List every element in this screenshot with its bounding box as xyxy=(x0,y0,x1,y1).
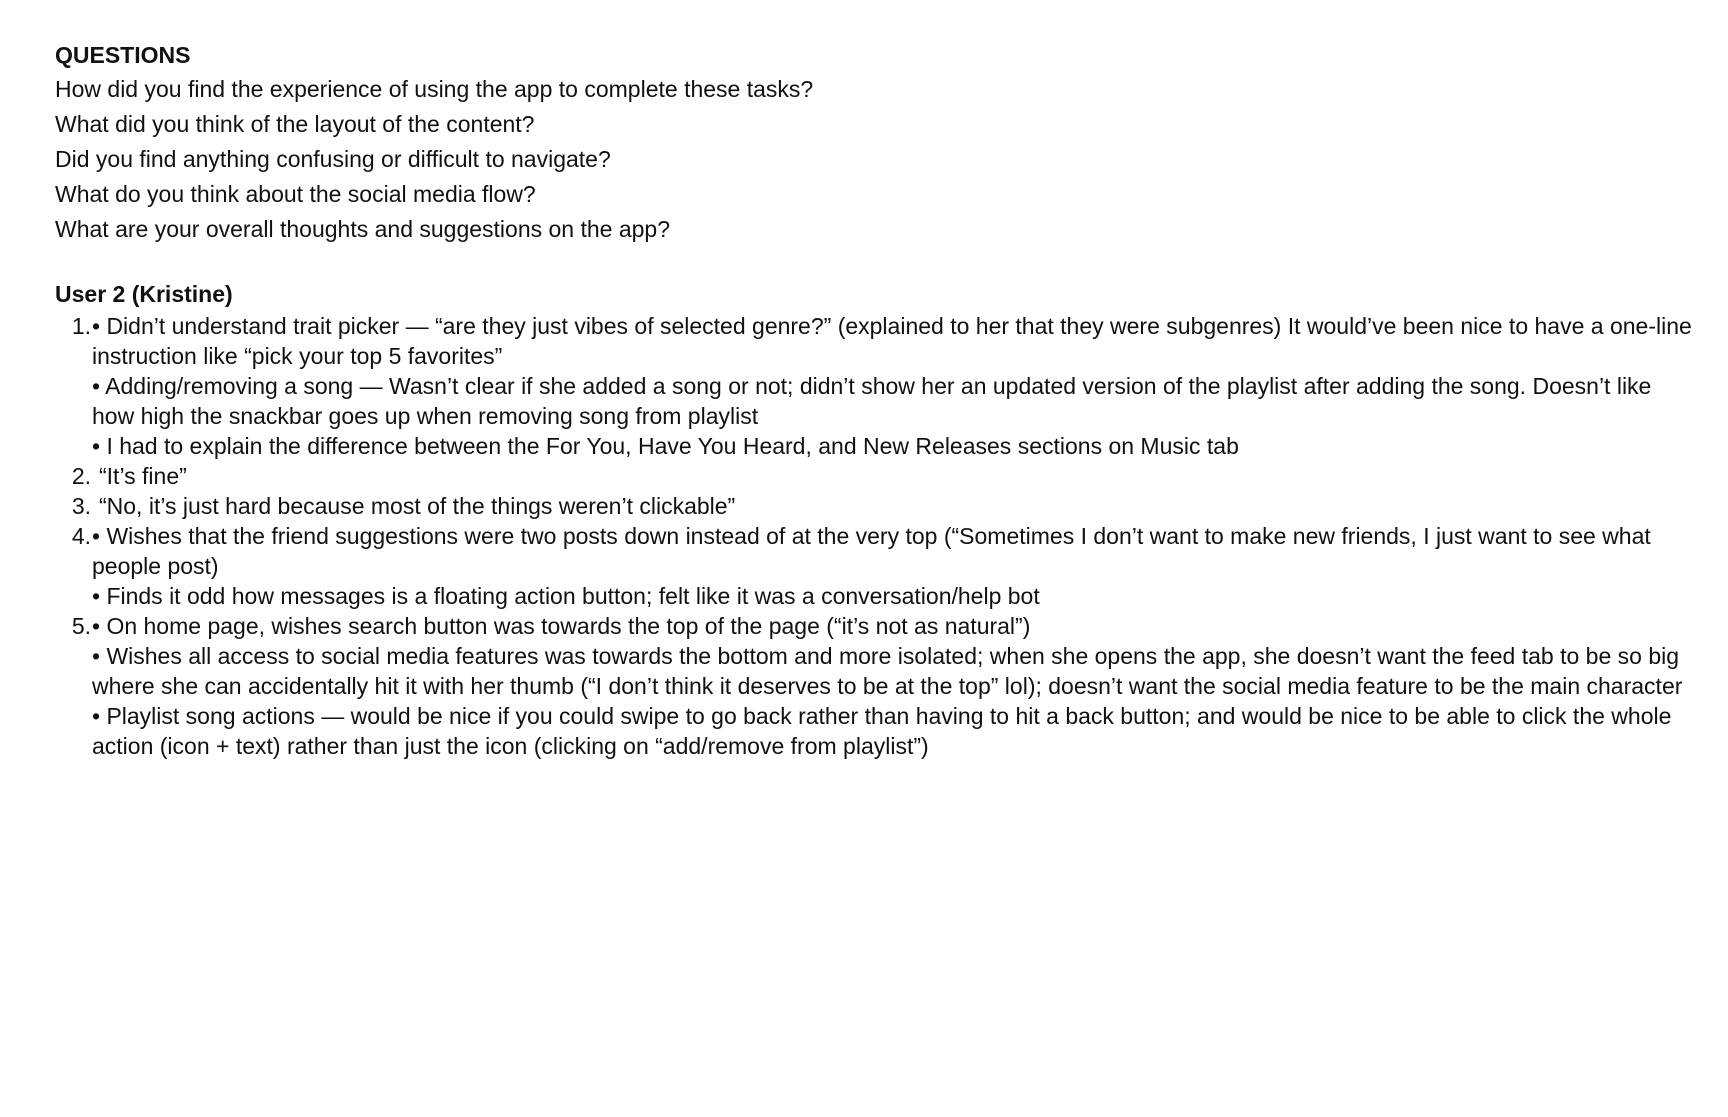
answer-1 xyxy=(55,311,1695,461)
answers-list xyxy=(55,311,1695,761)
question-3: Did you find anything confusing or difficult to navigate? xyxy=(55,146,611,172)
question-1: How did you find the experience of using the app to complete these tasks? xyxy=(55,76,814,102)
answer-point: • Adding/removing a song — Wasn’t clear if she added a song or not; didn’t show her an updated version of the playlist after adding the song. Doesn’t like how high the snackbar goes up when removing song from playlist xyxy=(92,373,1652,429)
questions-heading: QUESTIONS xyxy=(55,42,191,68)
answer-5 xyxy=(55,611,1695,761)
answer-3 xyxy=(55,491,1695,521)
answer-point: • Wishes all access to social media features was towards the bottom and more isolated; when she opens the app, she doesn’t want the feed tab to be so big where she can accidentally hit it with her thumb (“I don’t think it deserves to be at the top” lol); doesn’t want the social media feature to be the main character xyxy=(92,643,1683,699)
answer-point: • I had to explain the difference between the For You, Have You Heard, and New Releases sections on Music tab xyxy=(92,433,1239,459)
section-spacer xyxy=(55,247,1695,277)
answer-quote: “No, it’s just hard because most of the things weren’t clickable” xyxy=(99,493,736,519)
question-5: What are your overall thoughts and suggestions on the app? xyxy=(55,216,671,242)
question-2: What did you think of the layout of the content? xyxy=(55,111,535,137)
answer-number: 1. xyxy=(71,313,91,339)
user-heading: User 2 (Kristine) xyxy=(55,281,233,307)
question-4: What do you think about the social media flow? xyxy=(55,181,536,207)
answer-number: 4. xyxy=(71,523,91,549)
answer-number: 5. xyxy=(71,613,91,639)
answer-point: • On home page, wishes search button was towards the top of the page (“it’s not as natural”) xyxy=(92,613,1031,639)
answer-2 xyxy=(55,461,1695,491)
answer-point: • Playlist song actions — would be nice if you could swipe to go back rather than having to hit a back button; and would be nice to be able to click the whole action (icon + text) rather than just the icon (clicking on “add/remove from playlist”) xyxy=(92,703,1672,759)
answer-point: • Finds it odd how messages is a floating action button; felt like it was a conversation/help bot xyxy=(92,583,1040,609)
questions-list xyxy=(55,72,1695,247)
document xyxy=(55,38,1695,761)
answer-quote: “It’s fine” xyxy=(99,463,187,489)
answer-point: • Didn’t understand trait picker — “are they just vibes of selected genre?” (explained to her that they were subgenres) It would’ve been nice to have a one-line instruction like “pick your top 5 favorites” xyxy=(92,313,1692,369)
answer-number: 2. xyxy=(71,463,91,489)
answer-4 xyxy=(55,521,1695,611)
answer-point: • Wishes that the friend suggestions were two posts down instead of at the very top (“Sometimes I don’t want to make new friends, I just want to see what people post) xyxy=(92,523,1651,579)
answer-number: 3. xyxy=(71,493,91,519)
